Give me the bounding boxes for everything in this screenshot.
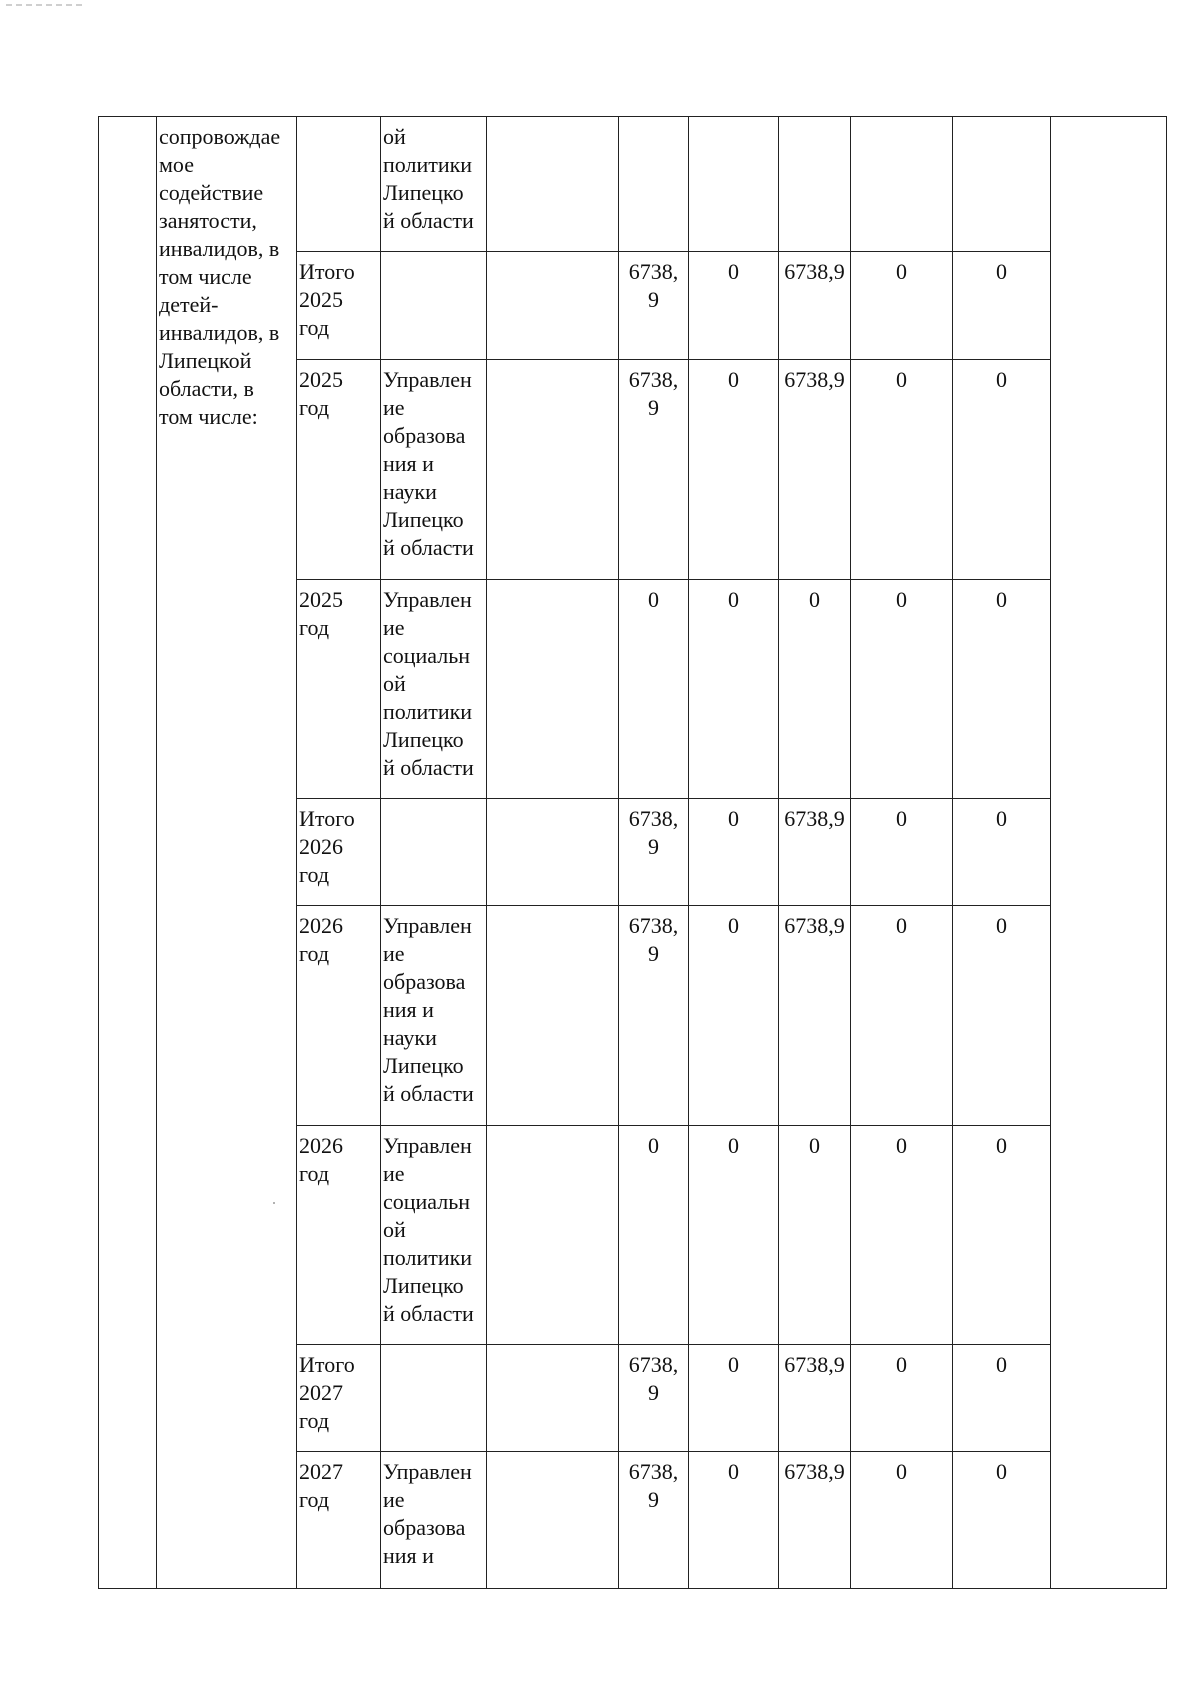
value-other-cell: 0 bbox=[953, 1126, 1051, 1345]
blank-cell bbox=[487, 906, 619, 1126]
value-federal-cell: 0 bbox=[689, 1345, 779, 1452]
value-local-cell: 0 bbox=[851, 1345, 953, 1452]
blank-cell bbox=[487, 117, 619, 252]
scan-artifact bbox=[6, 4, 86, 6]
value-federal-cell: 0 bbox=[689, 252, 779, 360]
value-federal-cell: 0 bbox=[689, 360, 779, 580]
executor-cell: Управлен ие социальн ой политики Липецко й области bbox=[381, 580, 487, 799]
value-regional-cell: 6738,9 bbox=[779, 252, 851, 360]
value-local-cell: 0 bbox=[851, 799, 953, 906]
value-other-cell: 0 bbox=[953, 799, 1051, 906]
value-federal-cell: 0 bbox=[689, 1126, 779, 1345]
value-regional-cell: 6738,9 bbox=[779, 799, 851, 906]
period-cell: Итого 2027 год bbox=[297, 1345, 381, 1452]
period-cell: 2027 год bbox=[297, 1452, 381, 1589]
value-total-cell bbox=[619, 117, 689, 252]
value-local-cell: 0 bbox=[851, 1452, 953, 1589]
value-total-cell: 6738, 9 bbox=[619, 1452, 689, 1589]
value-regional-cell: 0 bbox=[779, 1126, 851, 1345]
executor-cell: Управлен ие социальн ой политики Липецко й области bbox=[381, 1126, 487, 1345]
value-other-cell: 0 bbox=[953, 252, 1051, 360]
blank-cell bbox=[487, 252, 619, 360]
period-cell: 2025 год bbox=[297, 360, 381, 580]
period-cell: Итого 2026 год bbox=[297, 799, 381, 906]
value-federal-cell: 0 bbox=[689, 580, 779, 799]
value-other-cell: 0 bbox=[953, 906, 1051, 1126]
blank-cell bbox=[1051, 117, 1167, 1589]
value-regional-cell: 6738,9 bbox=[779, 1452, 851, 1589]
blank-cell bbox=[487, 580, 619, 799]
value-local-cell: 0 bbox=[851, 580, 953, 799]
table-row bbox=[99, 117, 1167, 252]
executor-cell: Управлен ие образова ния и bbox=[381, 1452, 487, 1589]
value-federal-cell: 0 bbox=[689, 906, 779, 1126]
value-local-cell bbox=[851, 117, 953, 252]
value-total-cell: 6738, 9 bbox=[619, 252, 689, 360]
event-name-cell: сопровождае мое содействие занятости, инвалидов, в том числе детей- инвалидов, в Липецкой области, в том числе: bbox=[157, 117, 297, 1589]
value-local-cell: 0 bbox=[851, 360, 953, 580]
value-other-cell: 0 bbox=[953, 580, 1051, 799]
value-total-cell: 0 bbox=[619, 1126, 689, 1345]
period-cell: 2025 год bbox=[297, 580, 381, 799]
period-cell: 2026 год bbox=[297, 906, 381, 1126]
blank-cell bbox=[487, 799, 619, 906]
number-cell bbox=[99, 117, 157, 1589]
executor-cell: Управлен ие образова ния и науки Липецко й области bbox=[381, 906, 487, 1126]
value-local-cell: 0 bbox=[851, 906, 953, 1126]
value-other-cell: 0 bbox=[953, 1345, 1051, 1452]
value-other-cell: 0 bbox=[953, 360, 1051, 580]
value-federal-cell: 0 bbox=[689, 1452, 779, 1589]
blank-cell bbox=[487, 1452, 619, 1589]
value-regional-cell: 6738,9 bbox=[779, 1345, 851, 1452]
value-regional-cell: 0 bbox=[779, 580, 851, 799]
value-other-cell: 0 bbox=[953, 1452, 1051, 1589]
period-cell: Итого 2025 год bbox=[297, 252, 381, 360]
period-cell: 2026 год bbox=[297, 1126, 381, 1345]
executor-cell bbox=[381, 799, 487, 906]
value-federal-cell: 0 bbox=[689, 799, 779, 906]
value-regional-cell: 6738,9 bbox=[779, 906, 851, 1126]
value-local-cell: 0 bbox=[851, 252, 953, 360]
period-cell bbox=[297, 117, 381, 252]
executor-cell bbox=[381, 1345, 487, 1452]
value-total-cell: 6738, 9 bbox=[619, 906, 689, 1126]
value-other-cell bbox=[953, 117, 1051, 252]
blank-cell bbox=[487, 360, 619, 580]
executor-cell bbox=[381, 252, 487, 360]
blank-cell bbox=[487, 1345, 619, 1452]
value-regional-cell bbox=[779, 117, 851, 252]
value-total-cell: 6738, 9 bbox=[619, 1345, 689, 1452]
blank-cell bbox=[487, 1126, 619, 1345]
value-regional-cell: 6738,9 bbox=[779, 360, 851, 580]
budget-table bbox=[98, 116, 1167, 1589]
value-local-cell: 0 bbox=[851, 1126, 953, 1345]
value-federal-cell bbox=[689, 117, 779, 252]
executor-cell: ой политики Липецко й области bbox=[381, 117, 487, 252]
value-total-cell: 6738, 9 bbox=[619, 799, 689, 906]
executor-cell: Управлен ие образова ния и науки Липецко й области bbox=[381, 360, 487, 580]
value-total-cell: 6738, 9 bbox=[619, 360, 689, 580]
value-total-cell: 0 bbox=[619, 580, 689, 799]
